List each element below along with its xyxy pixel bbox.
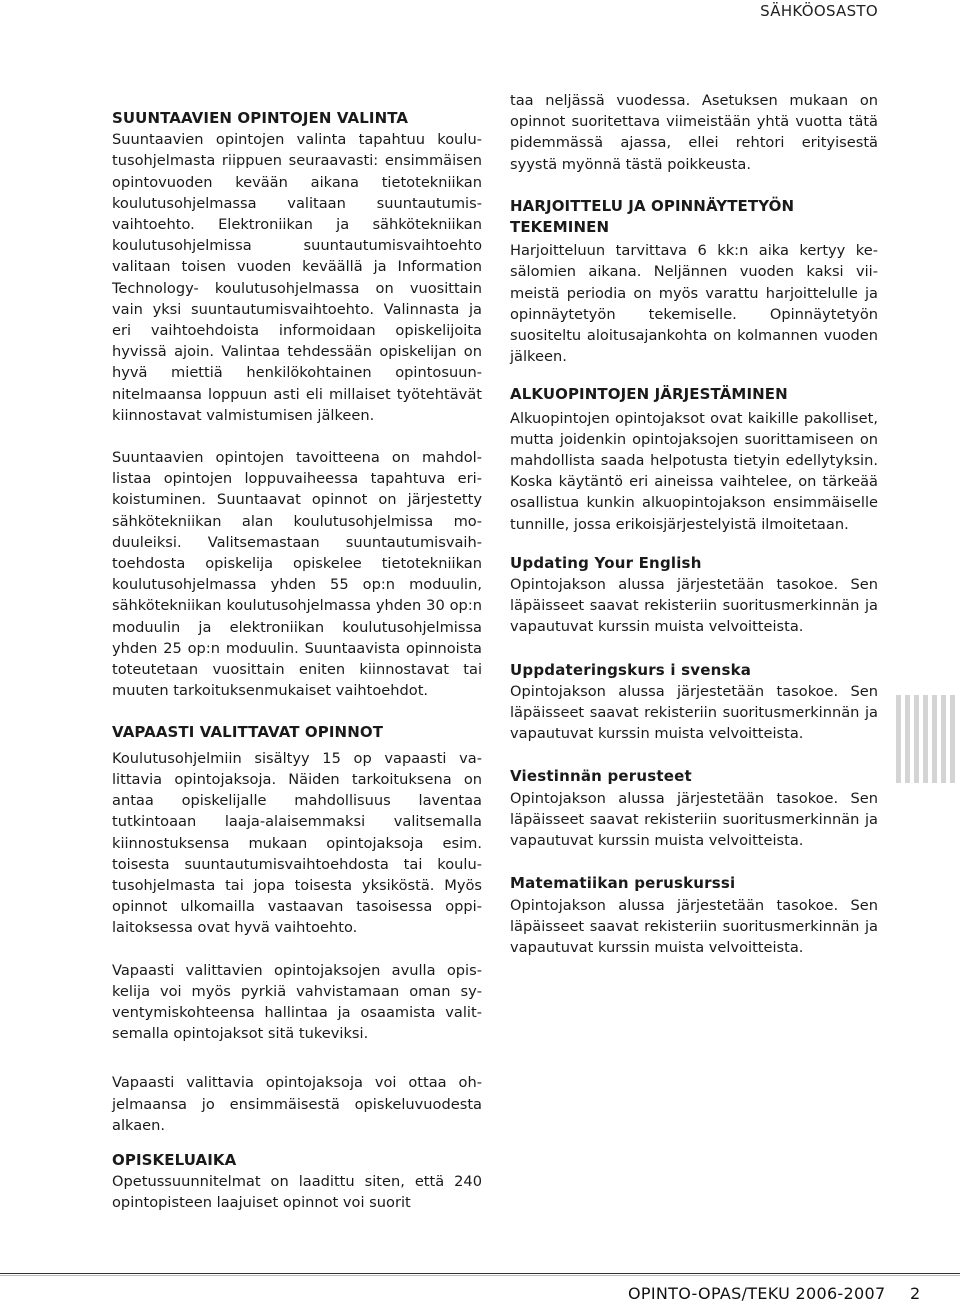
right-column [510, 90, 878, 958]
course-text: Opintojakson alussa järjestetään tasokoe. Sen läpäisseet saavat rekisteriin suoritusmerkinnän ja vapautuvat kurssin muista velvoitteista. [510, 682, 878, 743]
course-text: Opintojakson alussa järjestetään tasokoe. Sen läpäisseet saavat rekisteriin suoritusmerkinnän ja vapautuvat kurssin muista velvoitteista. [510, 789, 878, 850]
footer-divider [0, 1273, 960, 1274]
heading-opiskeluaika: OPISKELUAIKA [112, 1150, 237, 1169]
paragraph: Vapaasti valittavia opintojaksoja voi ottaa ohjelmaansa jo ensimmäisestä opiskeluvuodesta alkaen. [112, 1074, 482, 1134]
course-title: Updating Your English [510, 553, 702, 572]
footer-publication-title: OPINTO-OPAS/TEKU 2006-2007 [628, 1284, 886, 1303]
left-column [112, 108, 482, 1214]
heading-harjoittelu: HARJOITTELU JA OPINNÄYTETYÖN TEKEMINEN [510, 196, 795, 237]
paragraph: Suuntaavien opintojen tavoitteena on mahdollistaa opintojen loppuvaiheessa tapahtuva erikoistuminen. Suuntaavat opinnot on järjestetty sähkötekniikan alan koulutusohjelmissa moduuleiksi. Valitsemastaan suuntautumisvaihtoehdosta opiskelija opiskelee tietotekniikan koulutusohjelmassa yhden 55 op:n moduulin, sähkötekniikan koulutusohjelmassa yhden 30 op:n moduulin ja elektroniikan koulutusohjelmissa yhden 25 op:n moduulin. Suuntaavista opinnoista toteutetaan vuosittain eniten kiinnostavat tai muuten tarkoituksenmukaiset vaihtoehdot. [112, 449, 482, 700]
footer-divider-shadow [0, 1275, 960, 1276]
paragraph: Vapaasti valittavien opintojaksojen avulla opiskelija voi myös pyrkiä vahvistamaan oman syventymiskohteensa hallintaa ja osaamista valitsemalla opintojaksot sitä tukeviksi. [112, 961, 482, 1043]
section-label: SÄHKÖOSASTO [760, 2, 878, 20]
paragraph: Suuntaavien opintojen valinta tapahtuu koulutusohjelmasta riippuen seuraavasti: ensimmäisen opintovuoden kevään aikana tietotekniikan koulutusohjelmassa valitaan suuntautumisvaihtoehto. Elektroniikan ja sähkötekniikan koulutusohjelmissa suuntautumisvaihtoehto valitaan toisen vuoden keväällä ja Information Technology- koulutusohjelmassa on vuosittain vain yksi suuntautumisvaihtoehto. Valinnasta ja eri vaihtoehdoista informoidaan opiskelijoita hyvissä ajoin. Valintaa tehdessään opiskelijan on hyvä miettiä henkilökohtainen opintosuunnitelmaansa loppuun asti eli millaiset työtehtävät kiinnostavat valmistumisen jälkeen. [112, 131, 482, 424]
heading-vapaasti-valittavat-opinnot: VAPAASTI VALITTAVAT OPINNOT [112, 723, 384, 742]
course-title: Viestinnän perusteet [510, 767, 692, 786]
course-text: Opintojakson alussa järjestetään tasokoe. Sen läpäisseet saavat rekisteriin suoritusmerkinnän ja vapautuvat kurssin muista velvoitteista. [510, 896, 878, 956]
paragraph: Alkuopintojen opintojaksot ovat kaikille pakolliset, mutta joidenkin opintojaksojen suorittamiseen on mahdollista saada helpotusta tietyin edellytyksin. Koska käytäntö eri aineissa vaihtelee, on tärkeää osallistua kunkin alkuopintojakson ensimmäiselle tunnille, jossa erikoisjärjestelyistä ilmoitetaan. [510, 409, 878, 533]
paragraph: Opetussuunnitelmat on laadittu siten, että 240 opintopisteen laajuiset opinnot voi suorit [112, 1173, 482, 1212]
paragraph: Harjoitteluun tarvittava 6 kk:n aika kertyy kesälomien aikana. Neljännen vuoden kaksi viimeistä periodia on myös varattu harjoittelulle ja opinnäytetyön tekemiselle. Opinnäytetyön suositeltu aloitusajankohta on kolmannen vuoden jälkeen. [510, 242, 878, 366]
heading-alkuopintojen-jarjestaminen: ALKUOPINTOJEN JÄRJESTÄMINEN [510, 385, 788, 404]
course-title: Uppdateringskurs i svenska [510, 660, 752, 679]
paragraph: taa neljässä vuodessa. Asetuksen mukaan on opinnot suoritettava viimeistään yhtä vuotta tätä pidemmässä ajassa, ellei rehtori erityisestä syystä myönnä tästä poikkeusta. [510, 92, 878, 173]
course-text: Opintojakson alussa järjestetään tasokoe. Sen läpäisseet saavat rekisteriin suoritusmerkinnän ja vapautuvat kurssin muista velvoitteista. [510, 576, 878, 636]
page-number: 2 [910, 1284, 921, 1303]
decorative-bars-icon [896, 695, 956, 783]
paragraph: Koulutusohjelmiin sisältyy 15 op vapaasti valittavia opintojaksoja. Näiden tarkoituksena on antaa opiskelijalle mahdollisuus laventaa tutkintoaan laaja-alaisemmaksi valitsemalla kiinnostuksensa mukaan opintojaksoja esim. toisesta suuntautumisvaihtoehdosta tai koulutusohjelmasta tai jopa toisesta yksiköstä. Myös opinnot ulkomailla vastaavan tasoisessa oppilaitoksessa ovat hyvä vaihtoehto. [112, 749, 482, 937]
heading-suuntaavien-opintojen-valinta: SUUNTAAVIEN OPINTOJEN VALINTA [112, 109, 409, 127]
course-title: Matematiikan peruskurssi [510, 874, 736, 893]
